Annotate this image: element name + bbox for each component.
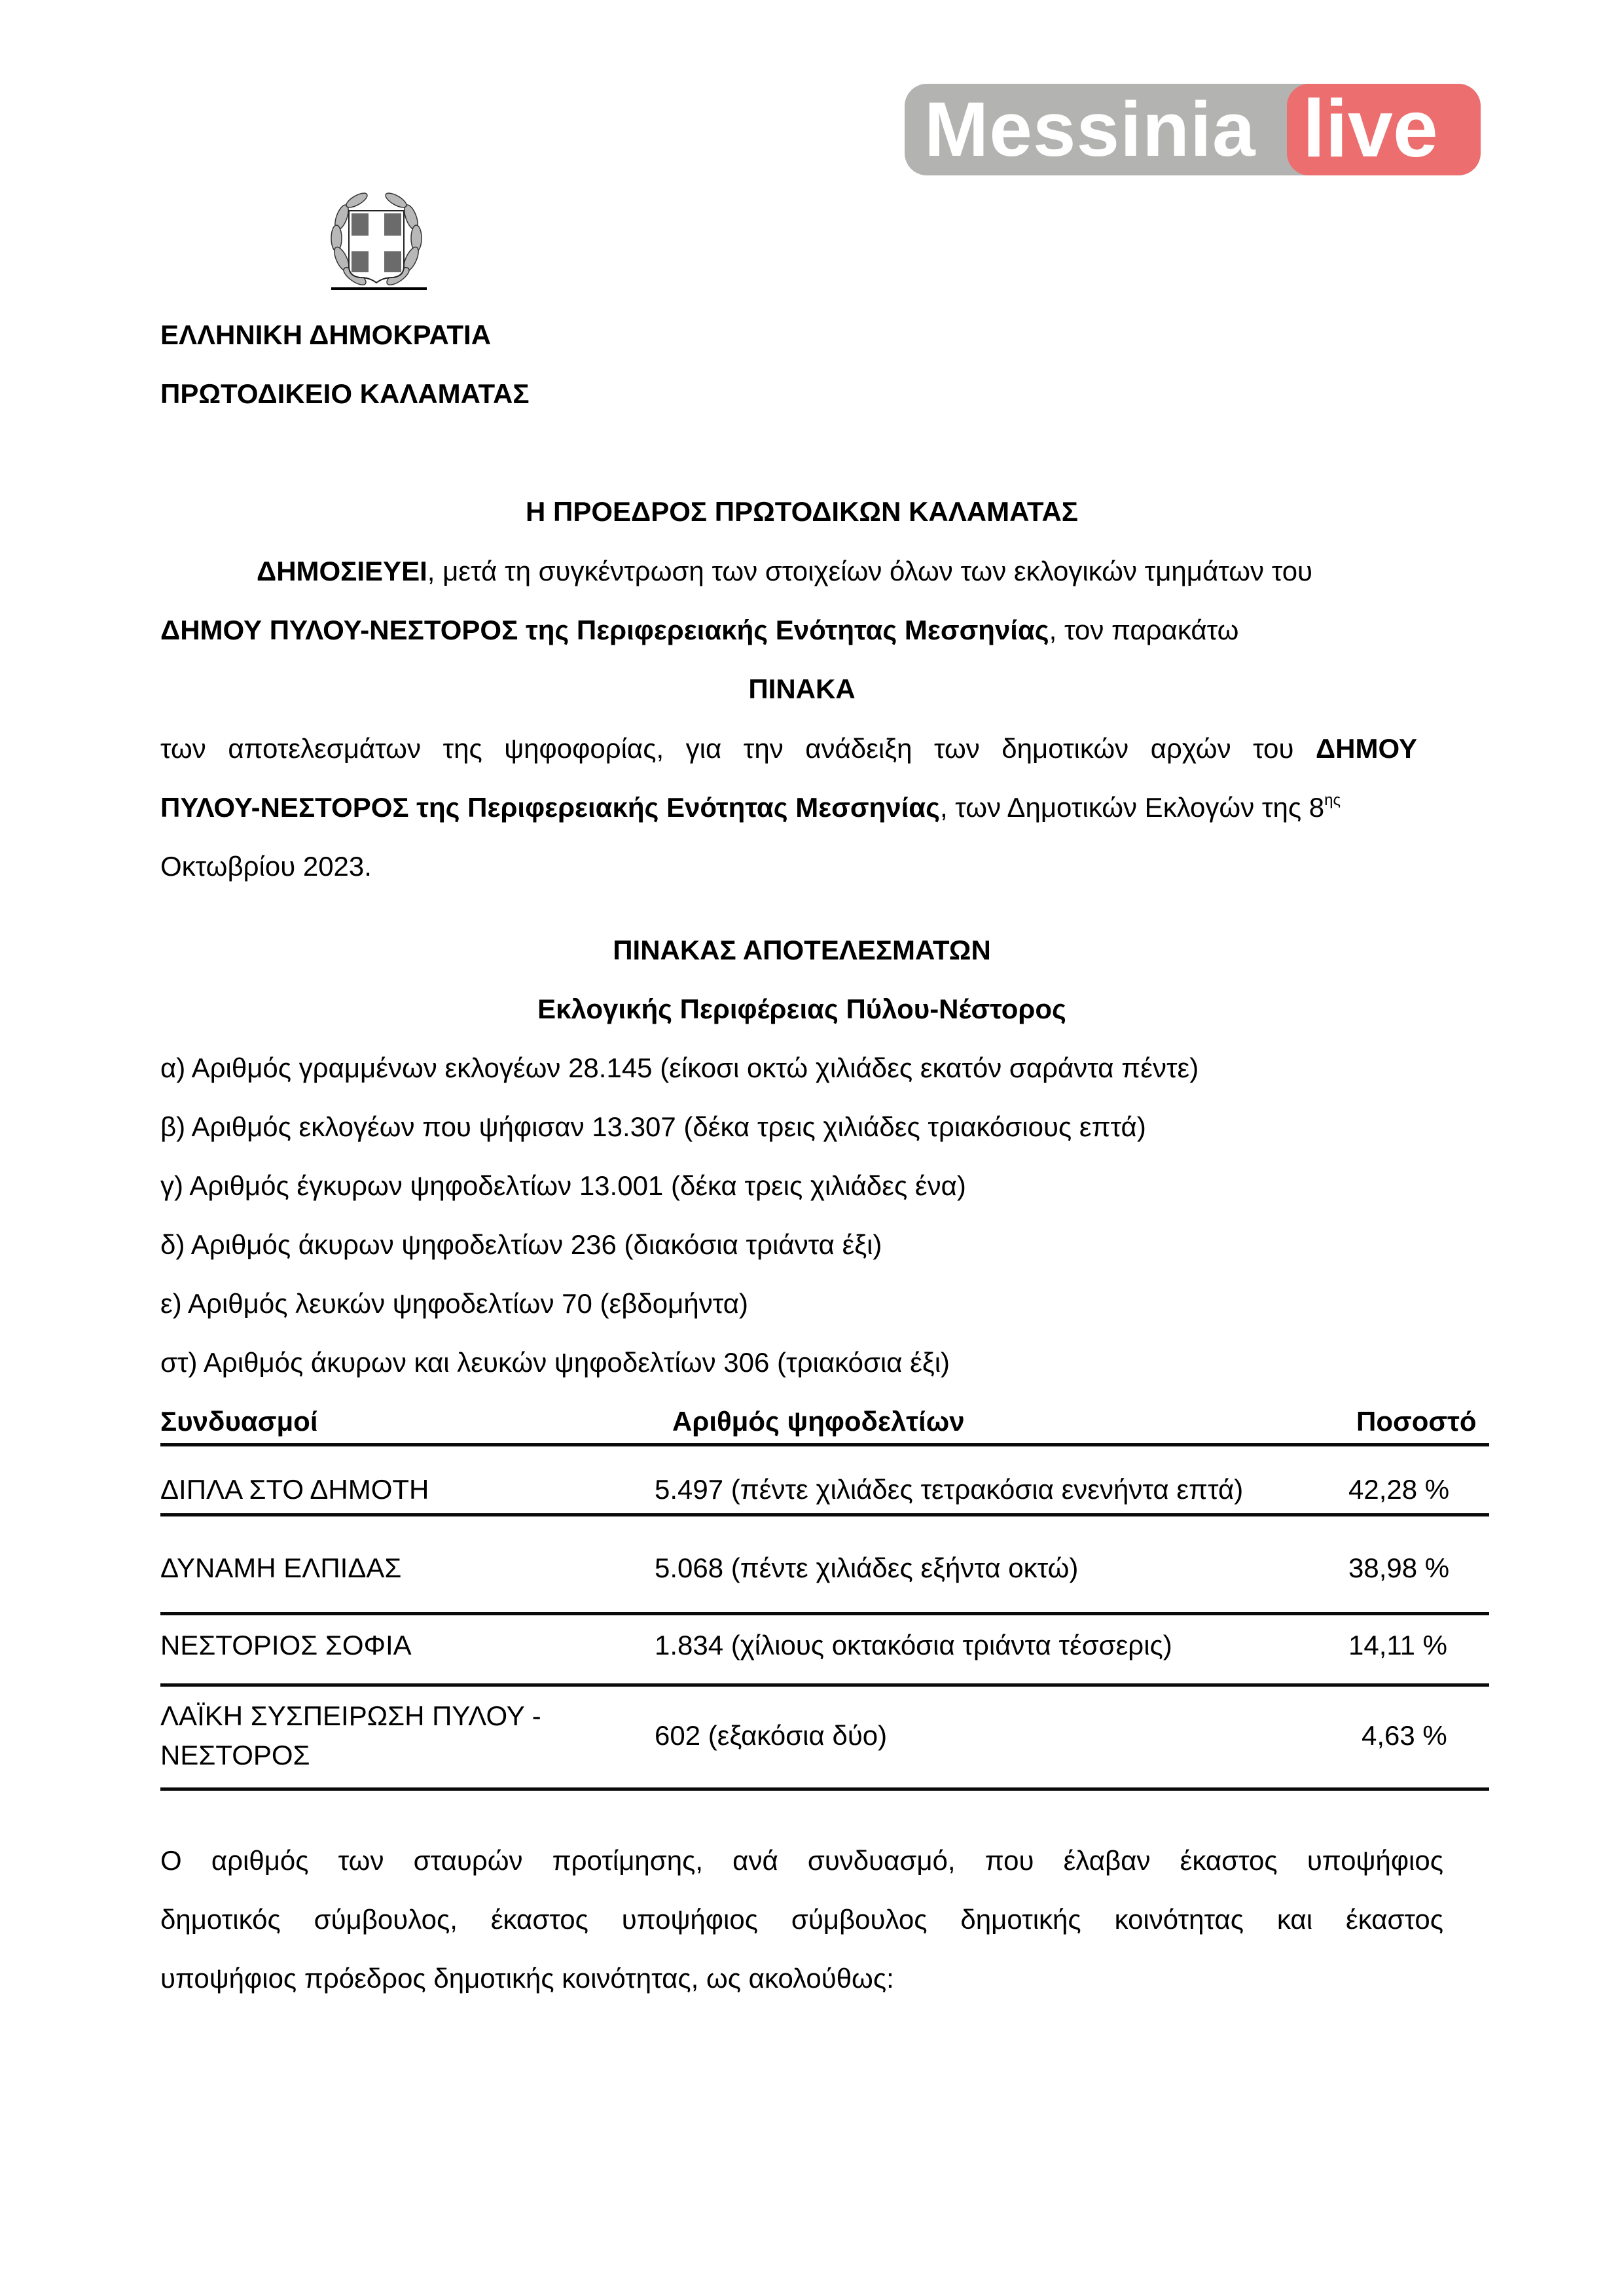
logo-live-badge	[1287, 84, 1481, 175]
coalition-name-line-2: ΝΕΣΤΟΡΟΣ	[160, 1740, 310, 1770]
stat-blank-ballots: ε) Αριθμός λευκών ψηφοδελτίων 70 (εβδομήντα)	[160, 1288, 748, 1319]
table-keyword: ΠΙΝΑΚΑ	[748, 673, 856, 704]
closing-line-1: Ο αριθμός των σταυρών προτίμησης, ανά συνδυασμό, που έλαβαν έκαστος υποψήφιος	[160, 1845, 1443, 1876]
intro-line-4-text: , των Δημοτικών Εκλογών της 8	[939, 792, 1325, 823]
table-divider	[160, 1443, 1489, 1446]
stat-invalid-and-blank: στ) Αριθμός άκυρων και λευκών ψηφοδελτίων 306 (τριακόσια έξι)	[160, 1347, 950, 1378]
col-header-percentage: Ποσοστό	[1356, 1406, 1477, 1437]
stat-invalid-ballots: δ) Αριθμός άκυρων ψηφοδελτίων 236 (διακόσια τριάντα έξι)	[160, 1229, 882, 1260]
coalition-percentage: 14,11 %	[1348, 1630, 1447, 1660]
coalition-name: ΔΥΝΑΜΗ ΕΛΠΙΔΑΣ	[160, 1552, 402, 1583]
intro-line-1	[257, 554, 1312, 588]
ordinal-suffix: ης	[1324, 791, 1341, 809]
coalition-votes: 1.834 (χίλιους οκτακόσια τριάντα τέσσερις)	[655, 1630, 1172, 1660]
closing-line-2: δημοτικός σύμβουλος, έκαστος υποψήφιος σύμβουλος δημοτικής κοινότητας και έκαστος	[160, 1904, 1443, 1935]
results-title: ΠΙΝΑΚΑΣ ΑΠΟΤΕΛΕΣΜΑΤΩΝ	[613, 935, 991, 965]
coalition-name-line-1: ΛΑΪΚΗ ΣΥΣΠΕΙΡΩΣΗ ΠΥΛΟΥ -	[160, 1700, 541, 1731]
closing-line-3: υποψήφιος πρόεδρος δημοτικής κοινότητας, ως ακολούθως:	[160, 1963, 894, 1994]
municipality-name: ΔΗΜΟΥ ΠΥΛΟΥ-ΝΕΣΤΟΡΟΣ της Περιφερειακής Ενότητας Μεσσηνίας	[160, 615, 1049, 645]
intro-line-3	[160, 732, 1417, 766]
intro-line-4	[160, 791, 1341, 825]
table-divider	[160, 1612, 1489, 1615]
col-header-votes: Αριθμός ψηφοδελτίων	[672, 1406, 965, 1437]
coalition-percentage: 38,98 %	[1348, 1552, 1450, 1583]
publishes-keyword: ΔΗΜΟΣΙΕΥΕΙ	[257, 556, 427, 586]
court-heading: ΠΡΩΤΟΔΙΚΕΙΟ ΚΑΛΑΜΑΤΑΣ	[160, 378, 530, 409]
results-subtitle: Εκλογικής Περιφέρειας Πύλου-Νέστορος	[537, 994, 1066, 1024]
logo-word-live: live	[1303, 84, 1438, 174]
coalition-votes: 602 (εξακόσια δύο)	[655, 1720, 888, 1751]
coalition-name: ΝΕΣΤΟΡΙΟΣ ΣΟΦΙΑ	[160, 1630, 412, 1660]
greek-coat-of-arms-icon	[327, 191, 425, 296]
republic-heading: ΕΛΛΗΝΙΚΗ ΔΗΜΟΚΡΑΤΙΑ	[160, 319, 492, 350]
table-divider	[160, 1787, 1489, 1791]
table-divider	[160, 1683, 1489, 1687]
stat-registered-voters: α) Αριθμός γραμμένων εκλογέων 28.145 (είκοσι οκτώ χιλιάδες εκατόν σαράντα πέντε)	[160, 1052, 1199, 1083]
intro-line-2-text: , τον παρακάτω	[1049, 615, 1239, 645]
intro-line-1-text: , μετά τη συγκέντρωση των στοιχείων όλων των εκλογικών τμημάτων του	[427, 556, 1313, 586]
col-header-coalitions: Συνδυασμοί	[160, 1406, 318, 1437]
intro-line-3-text: των αποτελεσμάτων της ψηφοφορίας, για την ανάδειξη των δημοτικών αρχών του	[160, 733, 1294, 764]
coalition-percentage: 42,28 %	[1348, 1474, 1450, 1505]
table-divider	[160, 1513, 1489, 1516]
coalition-votes: 5.497 (πέντε χιλιάδες τετρακόσια ενενήντα επτά)	[655, 1474, 1244, 1505]
election-date: Οκτωβρίου 2023.	[160, 851, 372, 882]
messinia-live-logo	[905, 84, 1481, 175]
document-title: Η ΠΡΟΕΔΡΟΣ ΠΡΩΤΟΔΙΚΩΝ ΚΑΛΑΜΑΤΑΣ	[526, 496, 1078, 527]
emblem-underline	[331, 287, 427, 290]
logo-word-messinia: Messinia	[924, 86, 1256, 173]
coalition-name: ΔΙΠΛΑ ΣΤΟ ΔΗΜΟΤΗ	[160, 1474, 429, 1505]
stat-valid-ballots: γ) Αριθμός έγκυρων ψηφοδελτίων 13.001 (δέκα τρεις χιλιάδες ένα)	[160, 1170, 966, 1201]
municipality-name-end: ΠΥΛΟΥ-ΝΕΣΤΟΡΟΣ της Περιφερειακής Ενότητας Μεσσηνίας	[160, 792, 940, 823]
coalition-votes: 5.068 (πέντε χιλιάδες εξήντα οκτώ)	[655, 1552, 1079, 1583]
intro-line-2	[160, 613, 1238, 647]
municipality-name-start: ΔΗΜΟΥ	[1315, 733, 1417, 764]
coalition-percentage: 4,63 %	[1362, 1720, 1447, 1751]
stat-voted: β) Αριθμός εκλογέων που ψήφισαν 13.307 (δέκα τρεις χιλιάδες τριακόσιους επτά)	[160, 1111, 1146, 1142]
